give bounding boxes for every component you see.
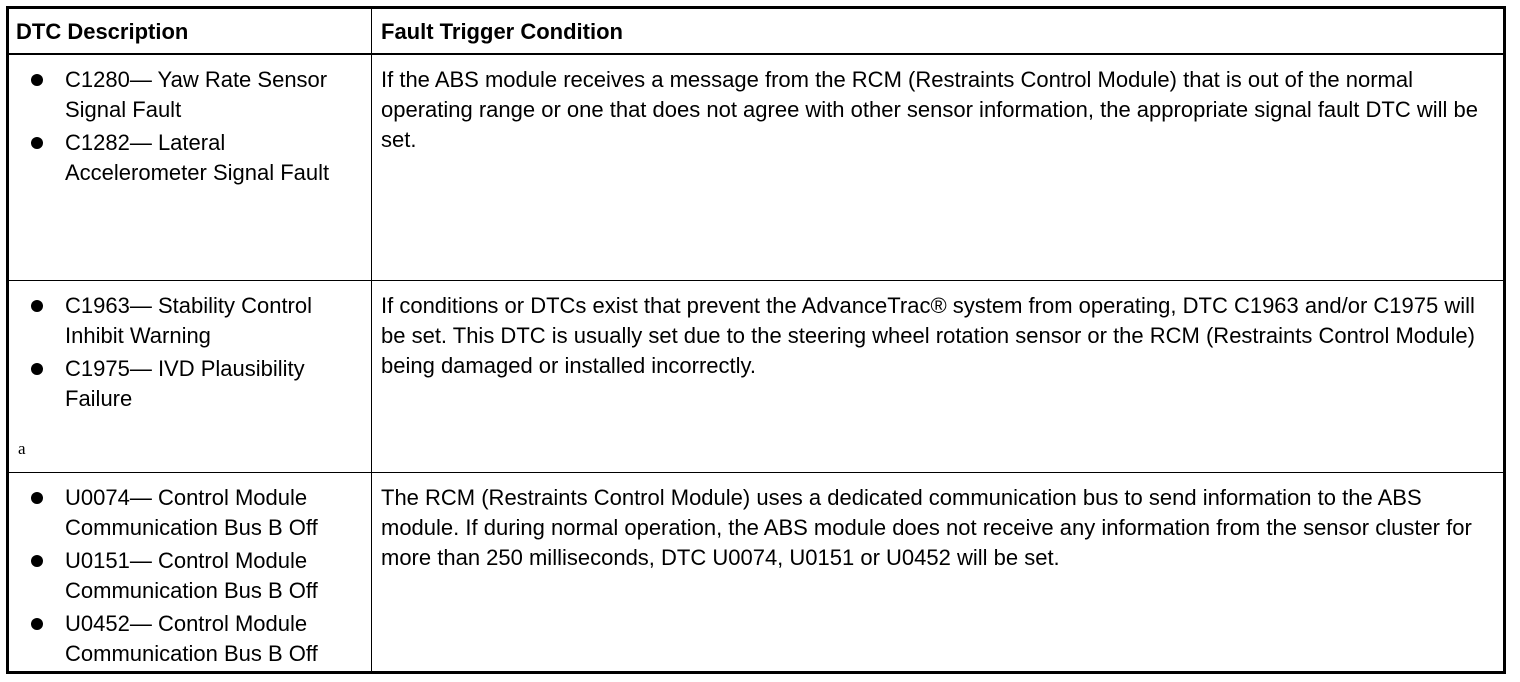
dtc-label: C1963— Stability Control Inhibit Warning (65, 293, 313, 348)
fault-condition-text: If the ABS module receives a message from the RCM (Restraints Control Module) that is out of the normal operating range or one that does not agree with other sensor information, the appropriate signal fault DTC will be set. (381, 67, 1478, 152)
table-header (9, 9, 1503, 55)
dtc-label: U0452— Control Module Communication Bus B Off (65, 611, 318, 666)
table-row (9, 473, 1503, 671)
dtc-list (9, 65, 371, 191)
bullet-icon (31, 300, 43, 312)
bullet-icon (31, 137, 43, 149)
dtc-item (9, 609, 371, 669)
table-row (9, 55, 1503, 281)
footnote-marker: a (18, 439, 26, 458)
dtc-label: U0151— Control Module Communication Bus B Off (65, 548, 318, 603)
header-fault-trigger-condition: Fault Trigger Condition (381, 19, 623, 44)
bullet-icon (31, 555, 43, 567)
dtc-label: U0074— Control Module Communication Bus B Off (65, 485, 318, 540)
dtc-item (9, 354, 371, 414)
header-dtc-description: DTC Description (16, 19, 189, 44)
fault-condition-text: The RCM (Restraints Control Module) uses a dedicated communication bus to send information to the ABS module. If during normal operation, the ABS module does not receive any information from the sensor cluster for more than 250 milliseconds, DTC U0074, U0151 or U0452 will be set. (381, 485, 1472, 570)
dtc-item (9, 546, 371, 606)
dtc-table (6, 6, 1506, 674)
dtc-item (9, 291, 371, 351)
dtc-label: C1280— Yaw Rate Sensor Signal Fault (65, 67, 328, 122)
bullet-icon (31, 618, 43, 630)
dtc-item (9, 65, 371, 125)
table-row (9, 281, 1503, 473)
dtc-list (9, 291, 371, 417)
dtc-list (9, 483, 371, 672)
dtc-label: C1975— IVD Plausibility Failure (65, 356, 305, 411)
bullet-icon (31, 492, 43, 504)
fault-condition-text: If conditions or DTCs exist that prevent the AdvanceTrac® system from operating, DTC C1963 and/or C1975 will be set. This DTC is usually set due to the steering wheel rotation sensor or the RCM (Restraints Control Module) being damaged or installed incorrectly. (381, 293, 1475, 378)
bullet-icon (31, 74, 43, 86)
dtc-item (9, 128, 371, 188)
dtc-item (9, 483, 371, 543)
dtc-label: C1282— Lateral Accelerometer Signal Fault (65, 130, 330, 185)
bullet-icon (31, 363, 43, 375)
